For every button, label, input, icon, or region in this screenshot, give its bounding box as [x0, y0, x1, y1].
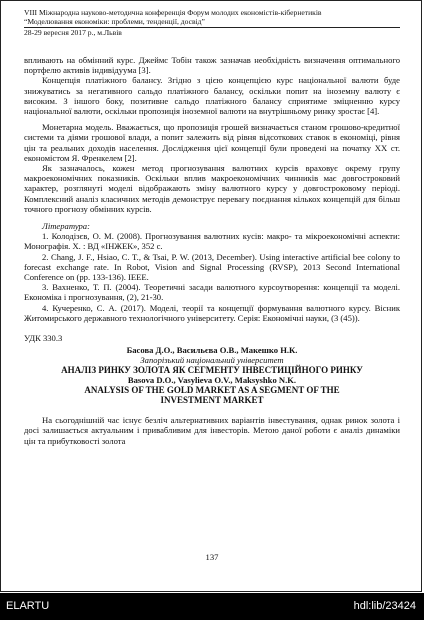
body-text [24, 55, 400, 446]
reference-3: 3. Вахненко, Т. П. (2004). Теоретичні засади валютного курсоутворення: концепції та моделі. Економіка і прогнозування, (2), 21-30. [24, 282, 400, 303]
reference-4: 4. Кучеренко, С. А. (2017). Моделі, теорії та концепції формування валютного курсу. Вісник Житомирського державного технологічного університету. Серія: Економічні науки, (3 (45)). [24, 302, 400, 323]
paper-page [24, 8, 400, 562]
header-line-1: VIII Міжнародна науково-методична конференція Форум молодих економістів-кібернетиків [24, 8, 322, 17]
article-intro: На сьогоднішній час існує безліч альтернативних варіантів інвестування, однак ринок золота і досі залишається актуальним і привабливим для інвесторів. Метою даної роботи є аналіз динаміки цін та прибутковості золота [24, 415, 400, 446]
paragraph-1: впливають на обмінний курс. Джеймс Тобін також зазначав необхідність визначення оптимального портфелю активів індивідуума [3]. [24, 55, 400, 76]
repository-footer-bar [0, 593, 424, 620]
paragraph-3: Монетарна модель. Вважається, що пропозиція грошей визначається станом грошово-кредитної системи та діями грошової влади, а попит залежить від рівня відсоткових ставок в економіці, рівня цін та реальних доходів населення. Дослідження цієї концепції були проведені на початку XX ст. економістом Я. Френкелем [2]. [24, 122, 400, 163]
repository-name: ELARTU [6, 600, 50, 612]
article-title-block [24, 345, 400, 405]
reference-2: 2. Chang, J. F., Hsiao, C. T., & Tsai, P. W. (2013, December). Using interactive artificial bee colony to forecast exchange rate. In Robot, Vision and Signal Processing (RVSP), 2013 Second International Conference on (pp. 133-136). IEEE. [24, 251, 400, 283]
paragraph-2: Концепція платіжного балансу. Згідно з цією концепцією курс національної валюти буде знижуватись за негативного сальдо платіжного балансу, оскільки попит на іноземну валюту є високим. З іншого боку, позитивне сальдо платіжного балансу сприятиме зміцненню курсу національної валюти, оскільки пропозиція іноземної валюти на внутрішньому ринку зростає [4]. [24, 75, 400, 117]
title-en-line-2: INVESTMENT MARKET [160, 395, 264, 406]
reference-1: 1. Колодізєв, О. М. (2008). Прогнозування валютних кусів: макро- та мікроекономічні аспекти: Монографія. Х. : ВД «ІНЖЕК», 352 с. [24, 231, 400, 252]
header-line-3: 28-29 вересня 2017 р., м.Львів [24, 28, 122, 37]
conference-header [24, 8, 400, 37]
title-ua: АНАЛІЗ РИНКУ ЗОЛОТА ЯК СЕГМЕНТУ ІНВЕСТИЦІЙНОГО РИНКУ [61, 365, 363, 376]
references-title: Література: [42, 221, 90, 232]
university: Запорізький національний університет [140, 355, 284, 366]
udk-code: УДК 330.3 [24, 333, 63, 344]
paragraph-4: Як зазначалось, кожен метод прогнозування валютних курсів враховує окрему групу макроекономічних показників. Оскільки вплив макроекономічних чинників має довгостроковий характер, розглянуті моделі відображають зміну валютного курсу у довгостроковому періоді. Комплексний аналіз класичних методів демонструє перевагу поєднання кількох концепцій для більш точного прогнозу обмінних курсів. [24, 163, 400, 214]
title-en-line-1: ANALYSIS OF THE GOLD MARKET AS A SEGMENT OF THE [84, 385, 340, 396]
header-line-2: “Моделювання економіки: проблеми, тенденції, досвід” [24, 17, 205, 26]
authors-en: Basova D.O., Vasylieva O.V., Maksyshko N.K. [127, 375, 297, 386]
handle-id: hdl:lib/23424 [353, 600, 416, 612]
page-number: 137 [205, 552, 219, 562]
authors-ua: Басова Д.О., Васильєва О.В., Макешко Н.К. [126, 345, 298, 356]
